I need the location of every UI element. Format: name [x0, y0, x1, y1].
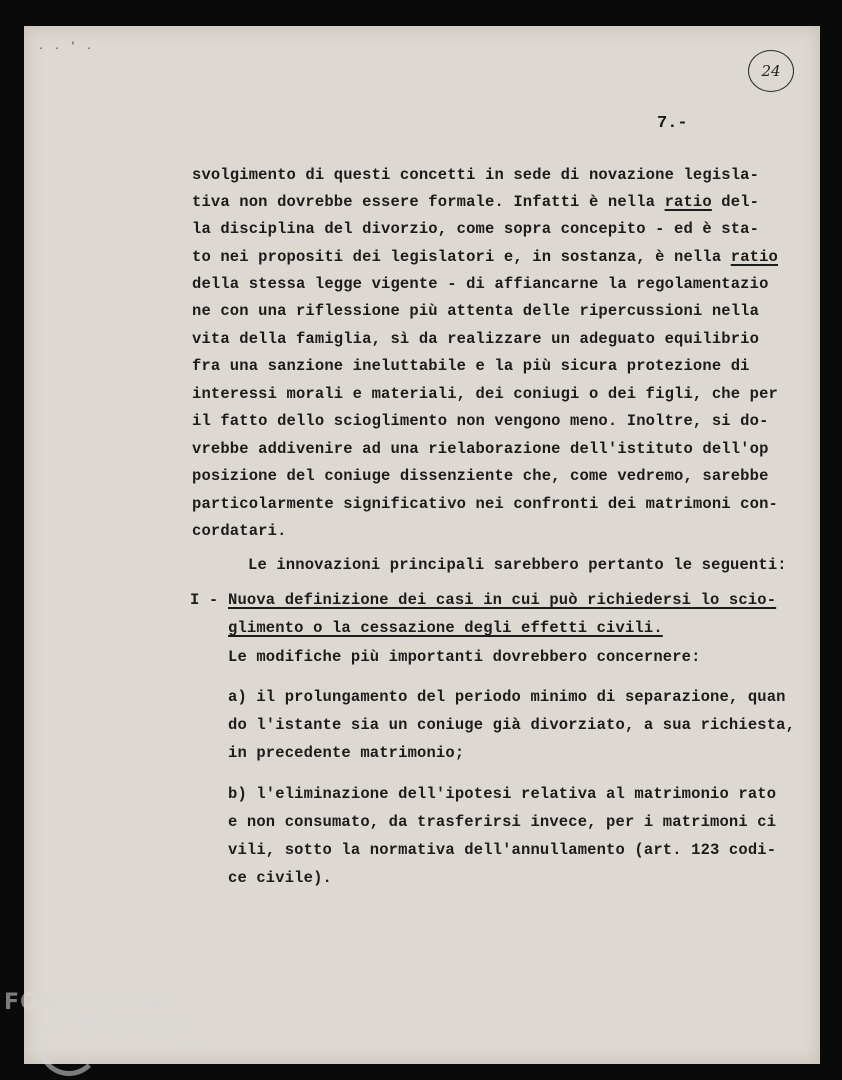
section-heading: glimento o la cessazione degli effetti civili. — [228, 619, 663, 637]
watermark-line2: RAMSCI — [80, 1015, 189, 1040]
section-heading: Nuova definizione dei casi in cui può richiedersi lo scio- — [228, 591, 777, 609]
watermark-logo — [4, 990, 207, 1053]
text-line: Le innovazioni principali sarebbero pertanto le seguenti: — [248, 556, 787, 574]
paper-specks: . . ' . — [38, 42, 95, 53]
text-line: vrebbe addivenire ad una rielaborazione dell'istituto dell'op — [192, 440, 769, 458]
list-item-line: a) il prolungamento del periodo minimo di separazione, quan — [228, 688, 786, 706]
list-item-line: vili, sotto la normativa dell'annullamento (art. 123 codi- — [228, 841, 777, 859]
archive-stamp — [748, 50, 794, 92]
page-number: 7.- — [657, 114, 688, 133]
text-line: della stessa legge vigente - di affiancarne la regolamentazio — [192, 275, 769, 293]
list-item-line: b) l'eliminazione dell'ipotesi relativa al matrimonio rato — [228, 785, 777, 803]
text-line: Le modifiche più importanti dovrebbero concernere: — [228, 648, 701, 666]
text-line: vita della famiglia, sì da realizzare un adeguato equilibrio — [192, 330, 760, 348]
list-item-line: in precedente matrimonio; — [228, 744, 465, 762]
stamp-number: 24 — [761, 62, 781, 80]
text-line: ne con una riflessione più attenta delle ripercussioni nella — [192, 302, 760, 320]
text-line: to nei propositi dei legislatori e, in sostanza, è nella ratio — [192, 248, 779, 266]
text-line: svolgimento di questi concetti in sede di novazione legisla- — [192, 166, 760, 184]
text-line: il fatto dello scioglimento non vengono meno. Inoltre, si do- — [192, 412, 769, 430]
list-item-line: do l'istante sia un coniuge già divorziato, a sua richiesta, — [228, 716, 796, 734]
section-numeral: I - — [190, 591, 219, 609]
text-line: particolarmente significativo nei confronti dei matrimoni con- — [192, 495, 778, 513]
watermark-line1: FONDAZIONE — [4, 990, 178, 1015]
text-line: cordatari. — [192, 522, 287, 540]
text-line: interessi morali e materiali, dei coniugi o dei figli, che per — [192, 385, 778, 403]
list-item-line: e non consumato, da trasferirsi invece, per i matrimoni ci — [228, 813, 777, 831]
watermark-line3: onlus — [180, 1042, 207, 1053]
text-line: la disciplina del divorzio, come sopra concepito - ed è sta- — [192, 220, 760, 238]
text-line: tiva non dovrebbe essere formale. Infatti è nella ratio del- — [192, 193, 760, 211]
list-item-line: ce civile). — [228, 869, 332, 887]
text-line: fra una sanzione ineluttabile e la più sicura protezione di — [192, 357, 750, 375]
text-line: posizione del coniuge dissenziente che, come vedremo, sarebbe — [192, 467, 769, 485]
watermark-g-icon — [38, 1014, 100, 1076]
